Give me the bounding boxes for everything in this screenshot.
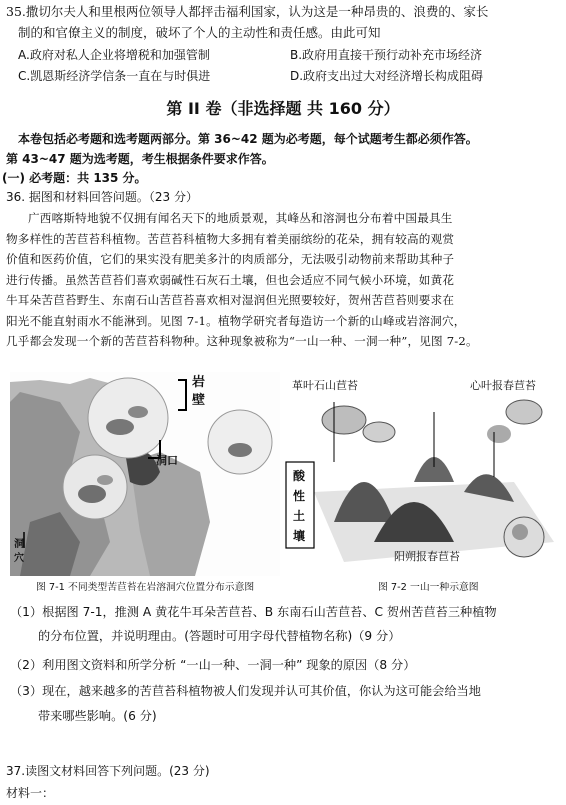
label-bottom-species: 阳朔报春苣苔: [394, 550, 460, 563]
q36-question-3-line1: （3）现在，越来越多的苦苣苔科植物被人们发现并认可其价值，你认为这可能会给当地: [10, 684, 481, 698]
material-line: 几乎都会发现一个新的苦苣苔科物种。这种现象被称为“一山一种、一洞一种”，见图 7-2。: [6, 334, 478, 348]
section-title: 第 II 卷（非选择题 共 160 分）: [166, 99, 400, 118]
q35-stem-line1: 35.撒切尔夫人和里根两位领导人都抨击福利国家，认为这是一种昂贵的、浪费的、家长: [6, 4, 489, 19]
q35-option-d: D.政府支出过大对经济增长构成阻碍: [290, 69, 484, 83]
one-mountain-one-species-illustration: [284, 372, 560, 576]
label-cave-mouth: 洞口: [156, 454, 178, 467]
q37-stem: 37.读图文材料回答下列问题。(23 分): [6, 764, 210, 778]
material-line: 广西喀斯特地貌不仅拥有闻名天下的地质景观，其峰丛和溶洞也分布着中国最具生: [28, 211, 453, 225]
figure-7-1-caption: 图 7-1 不同类型苦苣苔在岩溶洞穴位置分布示意图: [36, 582, 255, 593]
label-cliff: 岩壁: [192, 375, 206, 408]
q36-question-1-line1: （1）根据图 7-1，推测 A 黄花牛耳朵苦苣苔、B 东南石山苦苣苔、C 贺州苦苣苔三种植物: [10, 605, 497, 619]
figure-7-2: [284, 372, 560, 576]
material-line: 物多样性的苦苣苔科植物。苦苣苔科植物大多拥有着美丽缤纷的花朵，拥有较高的观赏: [6, 231, 455, 246]
label-right-species: 心叶报春苣苔: [470, 379, 536, 392]
q36-question-2: （2）利用图文资料和所学分析 “一山一种、一洞一种” 现象的原因（8 分）: [10, 658, 416, 672]
figure-7-2-caption: 图 7-2 一山一种示意图: [378, 582, 479, 593]
q36-question-3-line2: 带来哪些影响。(6 分): [38, 709, 157, 723]
material-line: 价值和医药价值，它们的果实没有肥美多汁的肉质部分，无法吸引动物前来帮助其种子: [6, 252, 455, 266]
q35-option-a: A.政府对私人企业将增税和加强管制: [18, 48, 210, 62]
label-cave: 洞穴: [14, 539, 24, 564]
q36-material: [6, 208, 558, 352]
material-line: 阳光不能直射雨水不能淋到。见图 7-1。植物学研究者每造访一个新的山峰或岩溶洞穴，: [6, 313, 466, 328]
q36-question-1-line2: 的分布位置，并说明理由。(答题时可用字母代替植物名称)（9 分）: [38, 629, 401, 643]
label-left-species: 革叶石山苣苔: [292, 379, 358, 392]
q36-stem: 36. 据图和材料回答问题。（23 分）: [6, 190, 198, 204]
q35-stem-line2: 制的和官僚主义的制度，破坏了个人的主动性和责任感。由此可知: [18, 25, 381, 40]
label-acid-soil: 酸性土壤: [293, 469, 306, 543]
cave-illustration: [10, 372, 280, 576]
section-intro-line1: 本卷包括必考题和选考题两部分。第 36~42 题为必考题，每个试题考生都必须作答。: [18, 132, 478, 146]
q35-option-c: C.凯恩斯经济学信条一直在与时俱进: [18, 69, 211, 83]
required-heading: (一) 必考题：共 135 分。: [2, 171, 147, 185]
q37-material-label: 材料一：: [6, 786, 55, 800]
section-intro-line2: 第 43~47 题为选考题，考生根据条件要求作答。: [6, 152, 274, 166]
material-line: 牛耳朵苦苣苔野生、东南石山苦苣苔喜欢相对湿润但光照要较好，贺州苦苣苔则要求在: [6, 293, 455, 307]
q35-option-b: B.政府用直接干预行动补充市场经济: [290, 48, 483, 62]
figure-7-1: [10, 372, 280, 576]
material-line: 进行传播。虽然苦苣苔们喜欢弱碱性石灰石土壤，但也会适应不同气候小环境，如黄花: [6, 272, 455, 287]
